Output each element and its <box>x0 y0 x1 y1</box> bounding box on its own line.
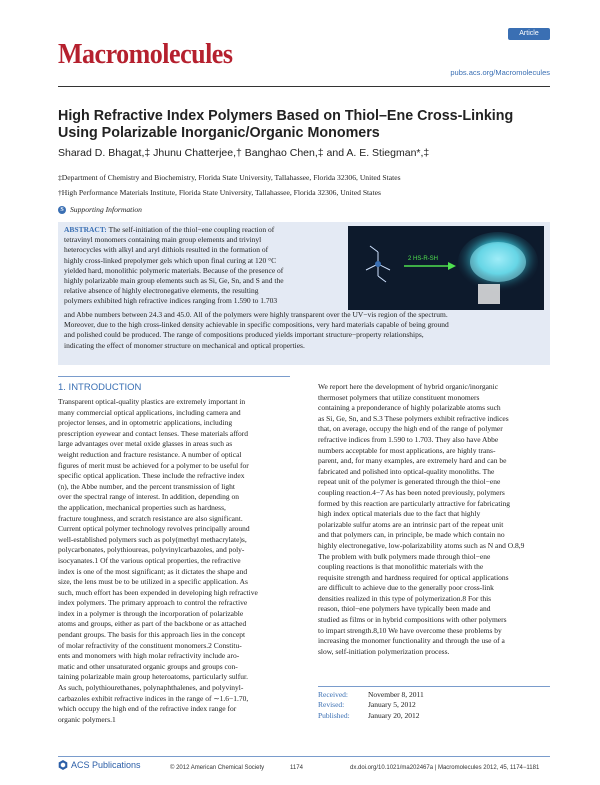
body-text-line: projector lenses, and in optometric applications, including <box>58 418 233 428</box>
body-text-line: atoms and groups, either as part of the backbone or as attached <box>58 619 247 629</box>
body-text-line: thermoset polymers that utilize constituent monomers <box>318 392 480 402</box>
body-text-line: index is one of the most significant; as it dictates the shape and <box>58 566 248 576</box>
toc-graphic <box>348 226 544 310</box>
body-text-line: coupling reaction.4−7 As has been noted previously, polymers <box>318 487 505 497</box>
body-text-line: polycarbonates, polythioureas, polyvinylcarbazoles, and poly- <box>58 545 245 555</box>
abstract-line: Moreover, due to the high cross-linked density achievable in specific compositions, very hard materials capable of being ground <box>64 320 449 330</box>
supporting-info-link[interactable] <box>58 205 142 214</box>
body-text-line: of molar refractivity of the constituent monomers.2 Constitu- <box>58 640 242 650</box>
body-text-line: weight reduction and fracture resistance. A number of optical <box>58 449 242 459</box>
journal-logo: Macromolecules <box>58 38 233 70</box>
body-text-line: (n), the Abbe number, and the percent transmission of light <box>58 481 235 491</box>
body-text-line: such, much effort has been expended in developing high refractive <box>58 587 258 597</box>
body-text-line: ents and monomers with high molar refractivity include aro- <box>58 651 240 661</box>
author-list: Sharad D. Bhagat,‡ Jhunu Chatterjee,† Banghao Chen,‡ and A. E. Stiegman*,‡ <box>58 147 430 159</box>
intro-left-column <box>58 397 290 725</box>
body-text-line: pendant groups. The basis for this approach lies in the concept <box>58 630 246 640</box>
body-text-line: matic and other unsaturated organic groups and groups con- <box>58 661 238 671</box>
body-text-line: studied as films or in hybrid compositions with other polymers <box>318 615 507 625</box>
doi-citation[interactable]: dx.doi.org/10.1021/ma202467a | Macromolecules 2012, 45, 1174−1181 <box>350 765 540 771</box>
body-text-line: fabricated and polished into optical-quality monoliths. The <box>318 466 495 476</box>
body-text-line: index in a polymer is through the incorporation of polarizable <box>58 608 244 618</box>
body-text-line: parent, and, for many examples, are extremely hard and can be <box>318 456 507 466</box>
body-text-line: highly electronegative, low-polarizability atoms such as N and O.8,9 <box>318 540 525 550</box>
body-text-line: large advantages over metal oxide glasses in areas such as <box>58 439 233 449</box>
body-text-line: are difficult to achieve due to the generally poor cross-link <box>318 583 494 593</box>
abstract-line: indicating the effect of monomer structure on mechanical and optical properties. <box>64 340 305 350</box>
body-text-line: requisite strength and hardness required for optical applications <box>318 572 509 582</box>
body-text-line: Current optical polymer technology revolves principally around <box>58 524 250 534</box>
journal-url-link[interactable]: pubs.acs.org/Macromolecules <box>450 68 550 77</box>
acs-hexagon-icon <box>58 760 68 770</box>
body-text-line: size, the lens must be to be utilized in a specific application. As <box>58 577 248 587</box>
body-text-line: over the spectral range of interest. In addition, depending on <box>58 492 239 502</box>
body-text-line: coupling reactions is that monolithic materials with the <box>318 562 484 572</box>
body-text-line: Transparent optical-quality plastics are extremely important in <box>58 397 246 406</box>
body-text-line: and that polymers can, in principle, be made which contain no <box>318 530 505 540</box>
affiliation-1: ‡Department of Chemistry and Biochemistry, Florida State University, Tallahassee, Florida 32306, United States <box>58 173 401 182</box>
reagent-label: 2 HS-R-SH <box>408 256 439 262</box>
abstract-line: and Abbe numbers between 24.3 and 45.0. All of the polymers were highly transparent over the UV−vis region of the spectrum. <box>64 310 448 319</box>
body-text-line: increasing the monomer functionality and through the use of a <box>318 636 505 646</box>
body-text-line: the application, mechanical properties such as hardness, <box>58 502 226 512</box>
central-atom <box>375 261 381 267</box>
publication-dates: Received: November 8, 2011 Revised: January 5, 2012 Published: January 20, 2012 <box>318 690 424 720</box>
abstract-wide <box>64 310 546 351</box>
body-text-line: well-established polymers such as poly(methyl methacrylate)s, <box>58 534 247 544</box>
article-type-badge: Article <box>508 28 550 40</box>
body-text-line: As such, polythiourethanes, polynaphthalenes, and polyvinyl- <box>58 683 244 693</box>
acs-publications-logo: ACS Publications <box>58 760 141 770</box>
abstract-line: heterocycles with alkyl and aryl dithiols resulted in the formation of <box>64 245 269 255</box>
body-text-line: repeat unit of the polymer is generated through the thiol−ene <box>318 477 501 487</box>
body-text-line: slow, self-initiation polymerization process. <box>318 646 450 656</box>
abstract-line: tetravinyl monomers containing main group elements and trivinyl <box>64 235 262 245</box>
body-text-line: carbazoles exhibit refractive indices in the range of ∼1.6−1.70, <box>58 693 249 703</box>
body-text-line: isocyanates.1 Of the various optical properties, the refractive <box>58 555 241 565</box>
abstract-line: polymers exhibited high refractive indices ranging from 1.590 to 1.703 <box>64 296 278 306</box>
body-text-line: many commercial optical applications, including camera and <box>58 407 241 417</box>
polymer-monolith <box>478 284 500 304</box>
body-text-line: organic polymers.1 <box>58 714 116 724</box>
body-text-line: to impart strength.8,10 We have overcome these problems by <box>318 625 502 635</box>
copyright-notice: © 2012 American Chemical Society <box>170 765 265 771</box>
body-text-line: high index optical materials due to the fact that highly <box>318 509 481 519</box>
section-divider <box>58 376 290 377</box>
header-rule <box>58 86 550 87</box>
body-text-line: We report here the development of hybrid organic/inorganic <box>318 382 499 391</box>
abstract-line: ABSTRACT: The self-initiation of the thiol−ene coupling reaction of <box>64 225 275 234</box>
body-text-line: densities realized in this type of polymerization.8 For this <box>318 593 492 603</box>
body-text-line: that, on average, occupy the high end of the range of polymer <box>318 424 503 434</box>
body-text-line: The problem with bulk polymers made through thiol−ene <box>318 551 491 561</box>
body-text-line: polarizable sulfur atoms are an intrinsic part of the repeat unit <box>318 519 504 529</box>
body-text-line: figures of merit must be achieved for a polymer to be useful for <box>58 460 249 470</box>
abstract-line: and polished could be produced. The range of compositions produced yields important structure−property relationships, <box>64 330 424 340</box>
body-text-line: reason, thiol−ene polymers have typically been made and <box>318 604 491 614</box>
body-text-line: which occupy the high end of the refractive index range for <box>58 704 237 714</box>
article-title: High Refractive Index Polymers Based on Thiol–Ene Cross-Linking Using Polarizable Inorganic/Organic Monomers <box>58 108 514 141</box>
body-text-line: containing a preponderance of highly polarizable atoms such <box>318 403 501 413</box>
page-number: 1174 <box>290 765 303 771</box>
supporting-info-label: Supporting Information <box>70 205 142 214</box>
body-text-line: numbers acceptable for most applications, are highly trans- <box>318 445 496 455</box>
section-heading-introduction: 1. INTRODUCTION <box>58 382 142 393</box>
dates-divider <box>318 686 550 687</box>
affiliation-2: †High Performance Materials Institute, Florida State University, Tallahassee, Florida 32306, United States <box>58 188 381 197</box>
abstract-line: highly cross-linked prepolymer gels which upon final curing at 120 °C <box>64 255 277 265</box>
abstract-label: ABSTRACT: <box>64 225 109 234</box>
intro-right-column <box>318 382 550 657</box>
abstract-line: highly polarizable main group elements such as Si, Ge, Sn, and S and the <box>64 276 284 286</box>
body-text-line: refractive indices from 1.590 to 1.703. They also have Abbe <box>318 434 499 444</box>
abstract-line: yielded hard, monolithic polymeric materials. Because of the presence of <box>64 265 284 275</box>
abstract-line: relative absence of highly electronegative elements, the resulting <box>64 286 259 296</box>
body-text-line: specific optical application. These include the refractive index <box>58 471 245 481</box>
body-text-line: fracture toughness, and scratch resistance are also significant. <box>58 513 243 523</box>
abstract-narrow <box>64 225 346 307</box>
body-text-line: taining polarizable main group heteroatoms, particularly sulfur. <box>58 672 248 682</box>
supporting-info-icon: S <box>58 206 66 214</box>
toc-graphic-svg <box>348 226 544 310</box>
body-text-line: formed by this reaction are particularly attractive for fabricating <box>318 498 510 508</box>
body-text-line: index polymers. The primary approach to control the refractive <box>58 598 248 608</box>
body-text-line: as Si, Ge, Sn, and S.3 These polymers exhibit refractive indices <box>318 413 509 423</box>
footer-rule <box>58 756 550 757</box>
body-text-line: prescription eyewear and contact lenses. These materials afford <box>58 428 249 438</box>
